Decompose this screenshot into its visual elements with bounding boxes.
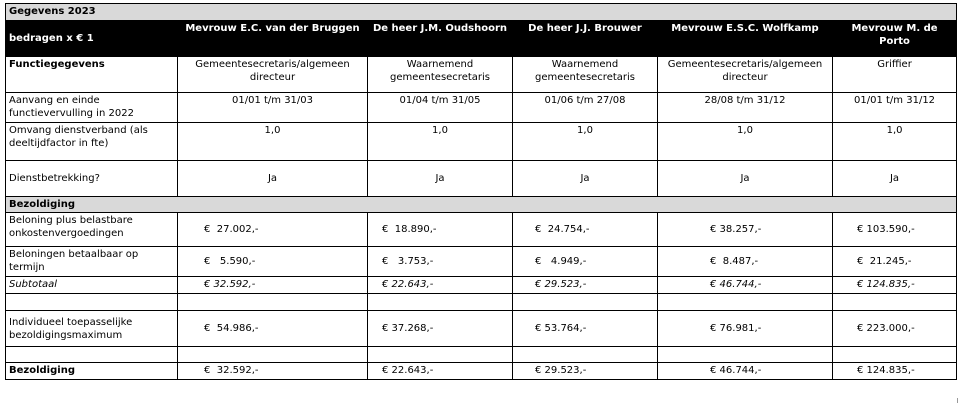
amount-cell: € 38.257,- [658, 213, 833, 247]
table-title: Gegevens 2023 [6, 4, 957, 21]
period-cell: 01/01 t/m 31/12 [833, 93, 957, 123]
empty-cell [368, 347, 513, 363]
amount-cell: € 124.835,- [833, 363, 957, 380]
spacer-row [6, 294, 957, 311]
amount-cell: € 53.764,- [513, 311, 658, 347]
amount-cell: € 8.487,- [658, 247, 833, 277]
function-row [6, 57, 957, 93]
row-label: Dienstbetrekking? [6, 161, 178, 197]
remuneration-table [5, 3, 957, 380]
amount-cell: € 76.981,- [658, 311, 833, 347]
amount-cell: € 21.245,- [833, 247, 957, 277]
period-cell: 01/04 t/m 31/05 [368, 93, 513, 123]
amount-cell: € 46.744,- [658, 363, 833, 380]
amount-cell: € 24.754,- [513, 213, 658, 247]
title-row [6, 4, 957, 21]
empty-cell [833, 294, 957, 311]
empty-cell [833, 347, 957, 363]
official-name: De heer J.J. Brouwer [513, 21, 658, 57]
fte-cell: 1,0 [833, 123, 957, 161]
empty-cell [6, 294, 178, 311]
empty-cell [658, 294, 833, 311]
empty-cell [178, 347, 368, 363]
function-cell: Gemeentesecretaris/algemeen directeur [658, 57, 833, 93]
function-cell: Waarnemend gemeentesecretaris [368, 57, 513, 93]
employment-cell: Ja [368, 161, 513, 197]
amount-cell: € 22.643,- [368, 363, 513, 380]
amount-cell: € 4.949,- [513, 247, 658, 277]
official-name: Mevrouw M. de Porto [833, 21, 957, 57]
termijn-row [6, 247, 957, 277]
period-row [6, 93, 957, 123]
amount-cell: € 223.000,- [833, 311, 957, 347]
row-label: Individueel toepasselijke bezoldigingsmaximum [6, 311, 178, 347]
empty-cell [6, 347, 178, 363]
amount-cell: € 103.590,- [833, 213, 957, 247]
row-label: Beloning plus belastbare onkostenvergoedingen [6, 213, 178, 247]
amount-cell: € 5.590,- [178, 247, 368, 277]
fte-cell: 1,0 [368, 123, 513, 161]
empty-cell [368, 294, 513, 311]
function-cell: Waarnemend gemeentesecretaris [513, 57, 658, 93]
row-label: Subtotaal [6, 277, 178, 294]
fte-cell: 1,0 [178, 123, 368, 161]
unit-label: bedragen x € 1 [6, 21, 178, 57]
official-name: De heer J.M. Oudshoorn [368, 21, 513, 57]
maximum-row [6, 311, 957, 347]
row-label: Beloningen betaalbaar op termijn [6, 247, 178, 277]
fte-cell: 1,0 [658, 123, 833, 161]
amount-cell: € 46.744,- [658, 277, 833, 294]
amount-cell: € 54.986,- [178, 311, 368, 347]
pay-section-row [6, 197, 957, 213]
row-label: Aanvang en einde functievervulling in 2022 [6, 93, 178, 123]
empty-cell [658, 347, 833, 363]
period-cell: 28/08 t/m 31/12 [658, 93, 833, 123]
period-cell: 01/01 t/m 31/03 [178, 93, 368, 123]
subtotaal-row [6, 277, 957, 294]
official-name: Mevrouw E.S.C. Wolfkamp [658, 21, 833, 57]
amount-cell: € 124.835,- [833, 277, 957, 294]
employment-cell: Ja [658, 161, 833, 197]
fte-row [6, 123, 957, 161]
amount-cell: € 18.890,- [368, 213, 513, 247]
empty-cell [178, 294, 368, 311]
empty-cell [513, 294, 658, 311]
function-cell: Gemeentesecretaris/algemeen directeur [178, 57, 368, 93]
fte-cell: 1,0 [513, 123, 658, 161]
bezoldiging-total-row [6, 363, 957, 380]
row-label: Omvang dienstverband (als deeltijdfactor in fte) [6, 123, 178, 161]
empty-cell [513, 347, 658, 363]
amount-cell: € 29.523,- [513, 363, 658, 380]
function-cell: Griffier [833, 57, 957, 93]
employment-cell: Ja [178, 161, 368, 197]
spacer-row [6, 347, 957, 363]
official-name: Mevrouw E.C. van der Bruggen [178, 21, 368, 57]
header-row [6, 21, 957, 57]
row-label: Bezoldiging [6, 363, 178, 380]
beloning-row [6, 213, 957, 247]
employment-row [6, 161, 957, 197]
section-label-pay: Bezoldiging [6, 197, 957, 213]
employment-cell: Ja [833, 161, 957, 197]
remuneration-table-wrapper [5, 3, 957, 380]
amount-cell: € 37.268,- [368, 311, 513, 347]
amount-cell: € 27.002,- [178, 213, 368, 247]
employment-cell: Ja [513, 161, 658, 197]
amount-cell: € 22.643,- [368, 277, 513, 294]
period-cell: 01/06 t/m 27/08 [513, 93, 658, 123]
end-of-cell-marker [957, 398, 961, 403]
amount-cell: € 3.753,- [368, 247, 513, 277]
section-label-function: Functiegegevens [6, 57, 178, 93]
amount-cell: € 32.592,- [178, 363, 368, 380]
amount-cell: € 29.523,- [513, 277, 658, 294]
amount-cell: € 32.592,- [178, 277, 368, 294]
